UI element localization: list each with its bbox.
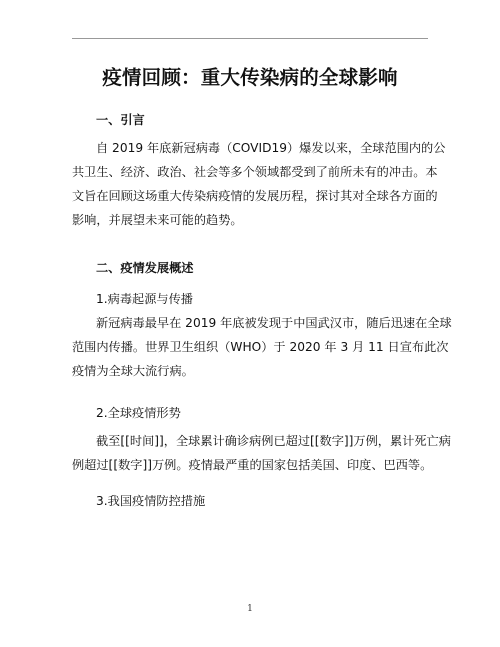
section-heading-intro: 一、引言 xyxy=(96,113,145,127)
intro-paragraph xyxy=(72,136,446,232)
header-rule xyxy=(72,38,428,39)
paragraph-line: 自 2019 年底新冠病毒（COVID19）爆发以来，全球范围内的公 xyxy=(96,141,446,155)
page-number: 1 xyxy=(247,604,253,614)
paragraph-line: 疫情为全球大流行病。 xyxy=(72,364,194,378)
document-title: 疫情回顾：重大传染病的全球影响 xyxy=(102,66,398,89)
paragraph-line: 截至[[时间]]，全球累计确诊病例已超过[[数字]]万例，累计死亡病 xyxy=(96,434,451,448)
global-paragraph xyxy=(72,429,451,477)
paragraph-line: 影响，并展望未来可能的趋势。 xyxy=(72,213,243,227)
paragraph-line: 例超过[[数字]]万例。疫情最严重的国家包括美国、印度、巴西等。 xyxy=(72,458,433,472)
paragraph-line: 新冠病毒最早在 2019 年底被发现于中国武汉市，随后迅速在全球 xyxy=(96,316,452,330)
paragraph-line: 共卫生、经济、政治、社会等多个领域都受到了前所未有的冲击。本 xyxy=(72,165,438,179)
paragraph-line: 文旨在回顾这场重大传染病疫情的发展历程，探讨其对全球各方面的 xyxy=(72,189,438,203)
subsection-title-origin: 1.病毒起源与传播 xyxy=(96,292,193,306)
subsection-title-global: 2.全球疫情形势 xyxy=(96,406,181,420)
subsection-title-measures: 3.我国疫情防控措施 xyxy=(96,494,206,508)
origin-paragraph xyxy=(72,311,452,383)
paragraph-line: 范围内传播。世界卫生组织（WHO）于 2020 年 3 月 11 日宣布此次 xyxy=(72,340,449,354)
section-heading-overview: 二、疫情发展概述 xyxy=(96,261,194,275)
